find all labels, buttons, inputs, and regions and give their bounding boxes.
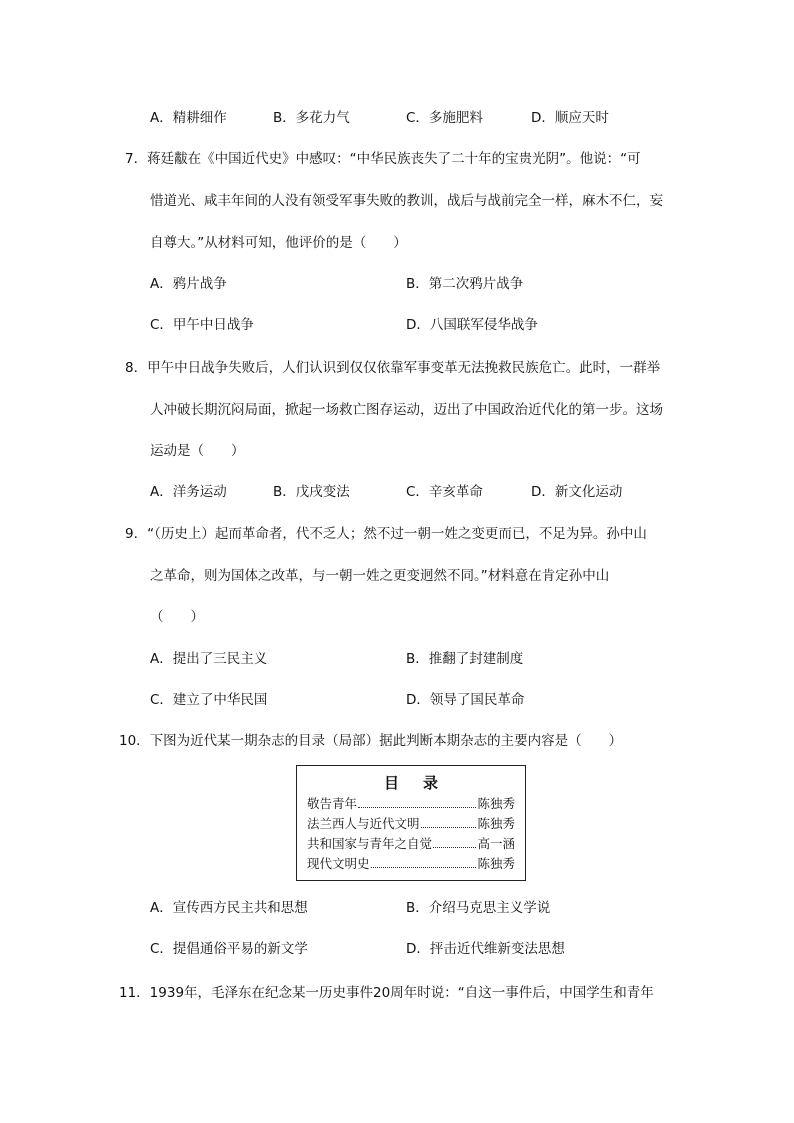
q7-stem-line-2: 惜道光、咸丰年间的人没有领受军事失败的教训，战后与战前完全一样，麻木不仁，妄 — [150, 193, 663, 209]
dotted-leader — [358, 798, 476, 808]
contents-row-author: 陈独秀 — [477, 796, 515, 811]
q9-stem-line-3: （ ） — [150, 609, 204, 625]
q6-option-d[interactable]: D．顺应天时 — [531, 110, 609, 126]
q8-stem-line-3: 运动是（ ） — [150, 443, 245, 459]
contents-row — [307, 834, 515, 852]
q11-stem-line-1: 11．1939年，毛泽东在纪念某一历史事件20周年时说：“自这一事件后，中国学生和青年 — [119, 985, 654, 1001]
contents-row-author: 陈独秀 — [477, 816, 515, 831]
contents-title: 目录 — [383, 774, 462, 792]
contents-row-author: 高一涵 — [477, 836, 515, 851]
q7-option-d[interactable]: D．八国联军侵华战争 — [406, 317, 538, 333]
q10-stem-line-1: 10．下图为近代某一期杂志的目录（局部）据此判断本期杂志的主要内容是（ ） — [119, 733, 623, 749]
q8-option-c[interactable]: C．辛亥革命 — [406, 484, 483, 500]
q7-stem-line-1: 7．蒋廷黻在《中国近代史》中感叹：“中华民族丧失了二十年的宝贵光阴”。他说：“可 — [125, 151, 641, 167]
q6-option-c[interactable]: C．多施肥料 — [406, 110, 483, 126]
q8-option-d[interactable]: D．新文化运动 — [531, 484, 623, 500]
dotted-leader — [433, 838, 476, 848]
contents-row-title: 敬告青年 — [307, 796, 358, 811]
dotted-leader — [371, 858, 477, 868]
q9-option-b[interactable]: B．推翻了封建制度 — [406, 651, 524, 667]
q10-option-d[interactable]: D．抨击近代维新变法思想 — [406, 941, 565, 957]
contents-row — [307, 854, 515, 872]
q9-option-c[interactable]: C．建立了中华民国 — [150, 692, 268, 708]
q10-option-a[interactable]: A．宣传西方民主共和思想 — [150, 900, 308, 916]
q8-option-a[interactable]: A．洋务运动 — [150, 484, 227, 500]
q9-stem-line-2: 之革命，则为国体之改革，与一朝一姓之更变迥然不同。”材料意在肯定孙中山 — [150, 568, 610, 584]
contents-row-author: 陈独秀 — [477, 856, 515, 871]
q10-option-b[interactable]: B．介绍马克思主义学说 — [406, 900, 551, 916]
q7-stem-line-3: 自尊大。”从材料可知，他评价的是（ ） — [150, 235, 407, 251]
q10-option-c[interactable]: C．提倡通俗平易的新文学 — [150, 941, 308, 957]
q9-stem-line-1: 9．“（历史上）起而革命者，代不乏人；然不过一朝一姓之变更而已，不足为异。孙中山 — [125, 526, 647, 542]
q8-stem-line-1: 8．甲午中日战争失败后，人们认识到仅仅依靠军事变革无法挽救民族危亡。此时，一群举 — [125, 360, 661, 376]
q9-option-a[interactable]: A．提出了三民主义 — [150, 651, 268, 667]
q7-option-a[interactable]: A．鸦片战争 — [150, 276, 227, 292]
q9-option-d[interactable]: D．领导了国民革命 — [406, 692, 525, 708]
q8-stem-line-2: 人冲破长期沉闷局面，掀起一场救亡图存运动，迈出了中国政治近代化的第一步。这场 — [150, 402, 663, 418]
dotted-leader — [421, 818, 477, 828]
contents-row-title: 现代文明史 — [307, 856, 370, 871]
magazine-contents-figure — [296, 765, 526, 881]
q7-option-c[interactable]: C．甲午中日战争 — [150, 317, 254, 333]
q6-option-a[interactable]: A．精耕细作 — [150, 110, 227, 126]
q6-option-b[interactable]: B．多花力气 — [273, 110, 350, 126]
q8-option-b[interactable]: B．戊戌变法 — [273, 484, 350, 500]
contents-row-title: 法兰西人与近代文明 — [307, 816, 420, 831]
contents-row-title: 共和国家与青年之自觉 — [307, 836, 433, 851]
q7-option-b[interactable]: B．第二次鸦片战争 — [406, 276, 524, 292]
contents-row — [307, 814, 515, 832]
contents-row — [307, 794, 515, 812]
